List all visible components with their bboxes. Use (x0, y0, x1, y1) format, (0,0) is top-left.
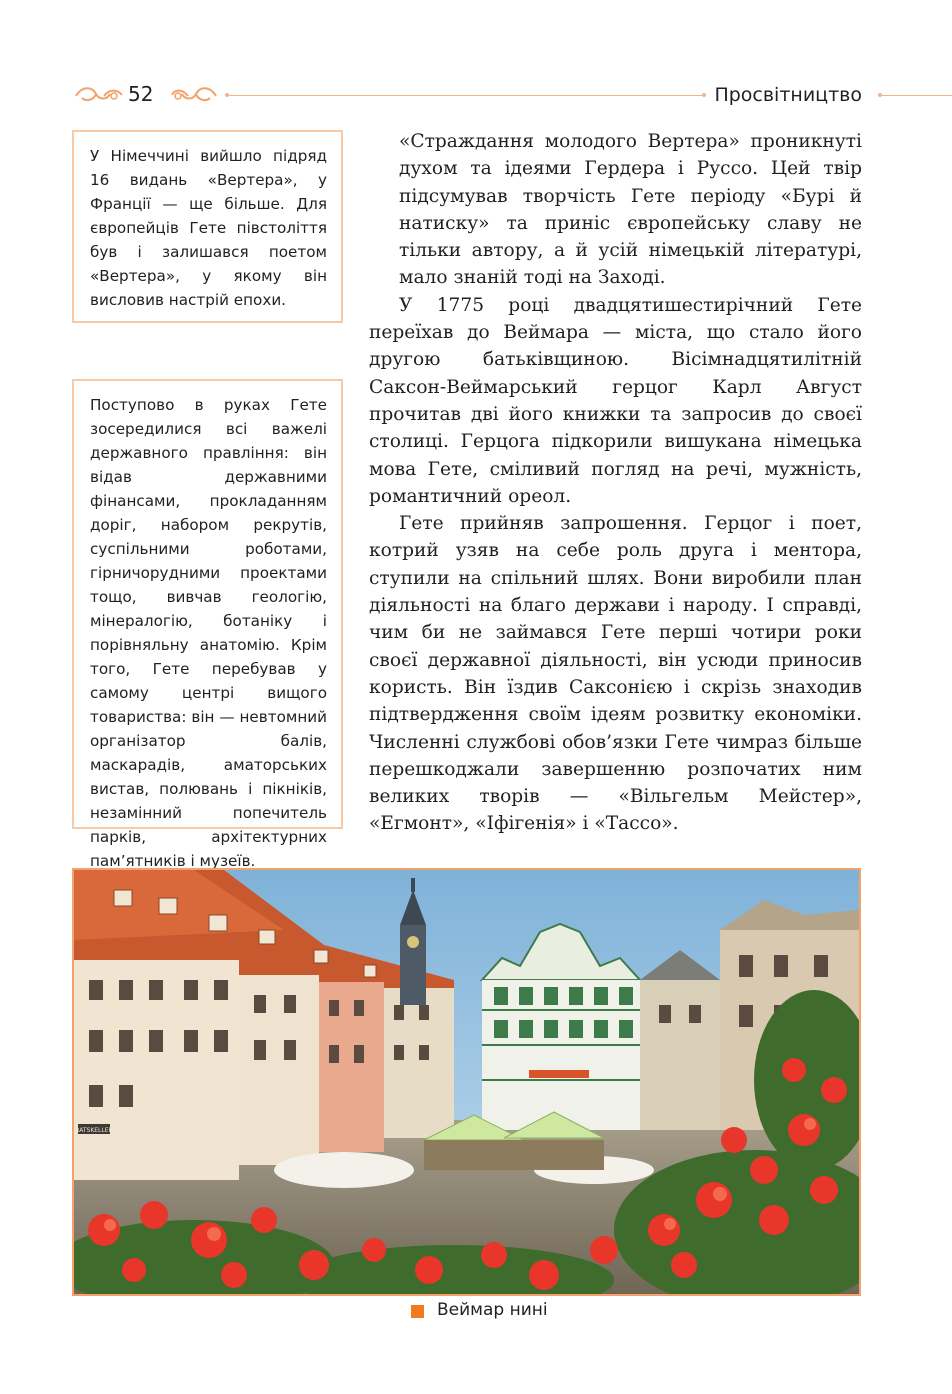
paragraph: У 1775 році двадцятишестирічний Гете переїхав до Веймара — міста, що стало його другою батьківщиною. Вісімнадцятилітній Саксон-Веймарський герцог Карл Август прочитав дві його книжки та запросив до своєї столиці. Герцога підкорили вишукана німецька мова Гете, сміливий погляд на речі, мужність, романтичний ореол. (369, 294, 862, 507)
right-ornament-icon (170, 84, 218, 106)
weimar-square-illustration (74, 870, 859, 1294)
sidebar-note-1 (72, 130, 343, 323)
left-ornament-icon (74, 84, 124, 106)
header-rule (228, 95, 704, 96)
sidebar-note-2 (72, 379, 343, 870)
photo-caption: Веймар нині (437, 1300, 548, 1320)
chapter-title: Просвітництво (714, 84, 862, 106)
rule-dot (702, 93, 706, 97)
header-rule-right (882, 95, 952, 96)
caption-marker (411, 1305, 424, 1318)
sidebar-note-1-text: У Німеччині вийшло підряд 16 видань «Вертера», у Франції — ще більше. Для європейців Гете півстоліття був і залишався поетом «Вертера», у якому він висловив настрій епохи. (90, 147, 327, 309)
main-text (369, 128, 862, 838)
paragraph: «Страждання молодого Вертера» проникнуті духом та ідеями Гердера і Руссо. Цей твір підсумував творчість Гете періоду «Бурі й натиску» та приніс європейську славу не тільки автору, а й усій німецькій літературі, мало знаній тоді на Заході. (399, 131, 862, 289)
sidebar-note-2-text: Поступово в руках Гете зосередилися всі важелі державного правління: він відав державними фінансами, прокладанням доріг, набором рекрутів, суспільними роботами, гірничорудними проектами тощо, вивчав геологію, мінералогію, ботаніку і порівняльну анатомію. Крім того, Гете перебував у самому центрі вищого товариства: він — невтомний організатор балів, маскарадів, аматорських вистав, полювань і пікніків, незамінний попечитель парків, архітектурних пам’ятників і музеїв. (90, 396, 327, 870)
shop-sign-text: RATSKELLER (75, 1127, 113, 1134)
weimar-photo (72, 868, 861, 1296)
paragraph: Гете прийняв запрошення. Герцог і поет, котрий узяв на себе роль друга і ментора, ступили на спільний шлях. Вони виробили план діяльності на благо держави і народу. І справді, чим би не займався Гете перші чотири роки своєї державної діяльності, він усюди приносив користь. Він їздив Саксонією і скрізь знаходив підтвердження своїм ідеям розвитку економіки. Численні службові обов’язки Гете чимраз більше перешкоджали завершенню розпочатих ним великих творів — «Вільгельм Мейстер», «Егмонт», «Іфігенія» і «Тассо». (369, 513, 862, 835)
page-number: 52 (128, 82, 154, 106)
